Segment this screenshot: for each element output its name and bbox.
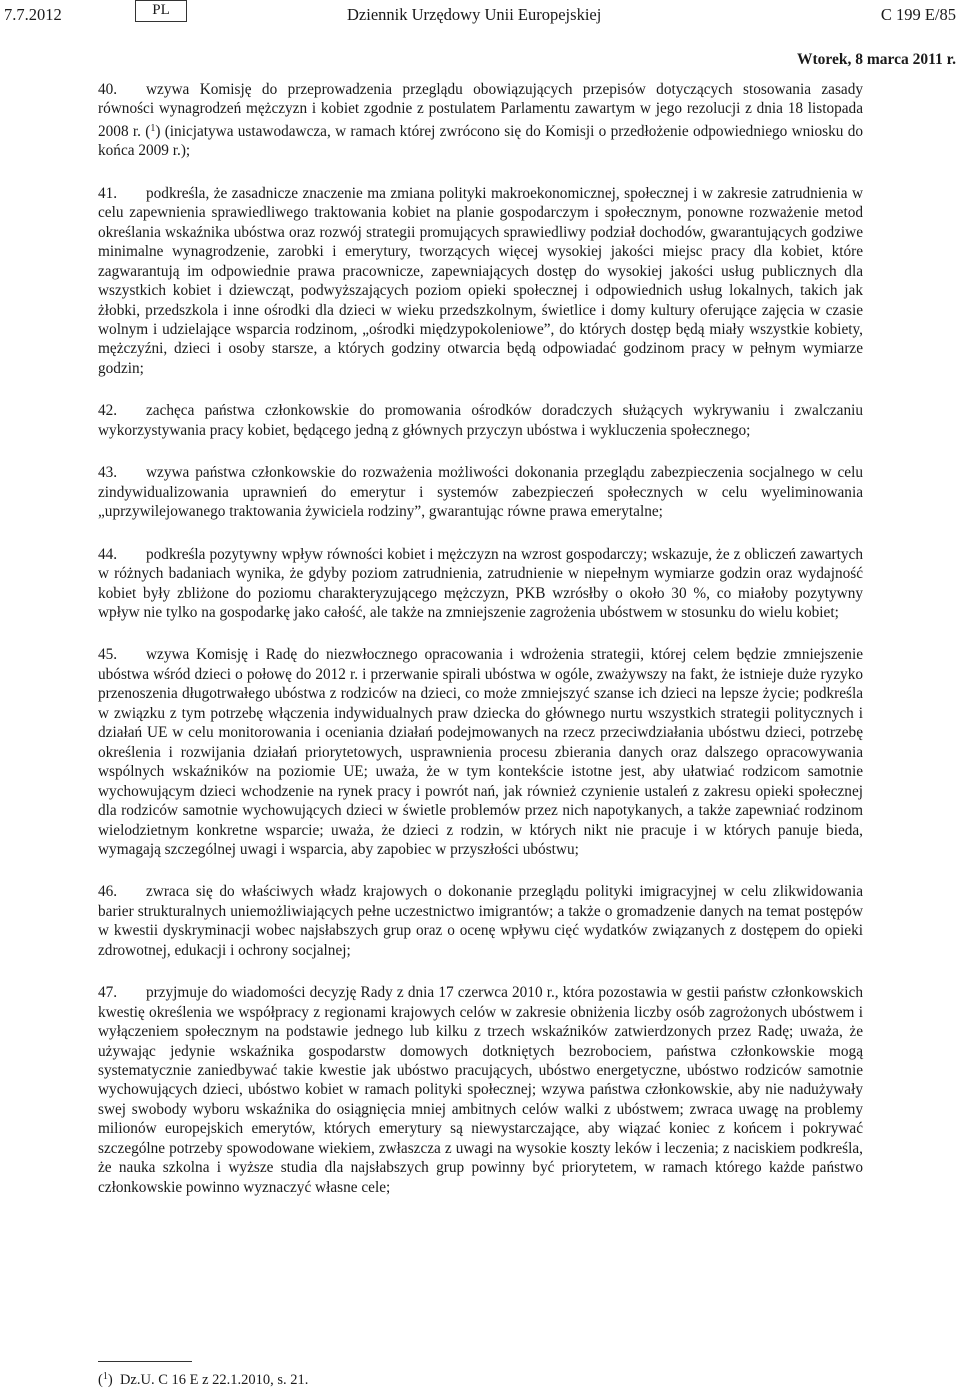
issue-number: C 199 E/85 [880,5,956,24]
sitting-date: Wtorek, 8 marca 2011 r. [796,51,956,68]
journal-header [0,0,960,30]
paragraph-text: zwraca się do właściwych władz krajowych o dokonanie przeglądu polityki imigracyjnej w celu zlikwidowania barier strukturalnych uniemożliwiających pełne uczestnictwo imigrantów; a także o gromadzenie danych na temat postępów w kwestii dyskryminacji wobec najsłabszych grup oraz o ocenę wpływu cięć wydatków związanych z dostępem do opieki zdrowotnej, edukacji i ochrony socjalnej; [98,883,863,959]
paragraph-number: 47. [98,984,118,1002]
paragraph-44 [98,545,863,623]
footnote-text: Dz.U. C 16 E z 22.1.2010, s. 21. [119,1372,309,1388]
paragraph-text: przyjmuje do wiadomości decyzję Rady z dnia 17 czerwca 2010 r., która pozostawia w gestii państw członkowskich kwestię określenia we współpracy z regionami krajowych celów w zakresie obniżenia liczby osób zagrożonych ubóstwem i wyłączeniem społecznym na podstawie jednego lub kilku z trzech wskaźników zatwierdzonych przez Radę; uważa, że używając jedynie wskaźnika gospodarstw domowych dotkniętych bezrobociem, państwa członkowskie mogą systematycznie zaniedbywać takie kwestie jak ubóstwo pracujących, ubóstwo energetyczne, ubóstwo rodziców samotnie wychowujących dzieci, ubóstwo kobiet w ramach polityki społecznej; wzywa państwa członkowskie, aby nie nadużywały swej swobody wyboru wskaźnika do osiągnięcia mniej ambitnych celów walki z ubóstwem; zwraca uwagę na problemy milionów europejskich emerytów, których emerytury są niewystarczające, aby wiązać koniec z końcem i pokrywać szczególne potrzeby spowodowane wiekiem, zwłaszcza z uwagi na wysokie koszty leków i leczenia; z naciskiem podkreśla, że nauka szkolna i wyższe studia dla najsłabszych grup powinny być priorytetem, w ramach którego każde państwo członkowskie powinno wyznaczyć własne cele; [98,984,863,1196]
paragraph-text: podkreśla, że zasadnicze znaczenie ma zmiana polityki makroekonomicznej, społecznej i w zakresie zatrudnienia w celu zapewnienia sprawiedliwego traktowania kobiet na planie gospodarczym i społecznym, ponowne rozważenie metod określania wskaźnika ubóstwa oraz rozwój strategii promujących sprawiedliwy podział dochodów, gwarantujących godziwe minimalne wynagrodzenie, zarobki i emerytury, tworzących więcej wysokiej jakości miejsc pracy dla kobiet, które zagwarantują im odpowiednie prawa pracownicze, zapewniających dostęp do wysokiej jakości usług publicznych dla wszystkich kobiet i dziewcząt, podwyższających poziom opieki społecznej i odpowiednich usług lokalnych, takich jak żłobki, przedszkola i inne ośrodki dla dzieci w wieku przedszkolnym, świetlice i domy kultury oferujące zajęcia w czasie wolnym i udzielające wsparcia rodzinom, „ośrodki międzypokoleniowe”, do których dostęp będą miały wszystkie kobiety, mężczyźni, dzieci i osoby starsze, a których godziny otwarcia będą odpowiadać godzinom pracy w pełnym wymiarze godzin; [98,184,863,377]
paragraph-number: 44. [98,545,118,563]
paragraph-43 [98,463,863,521]
paragraph-45 [98,645,863,859]
document-body [98,80,863,1220]
footnote-divider [98,1361,192,1362]
paragraph-47 [98,983,863,1197]
paragraph-number: 42. [98,402,118,420]
paragraph-text: wzywa państwa członkowskie do rozważenia możliwości dokonania przeglądu zabezpieczenia socjalnego w celu zindywidualizowania uprawnień do emerytur i systemów zabezpieczeń społecznych w celu wyeliminowania „uprzywilejowanego traktowania żywiciela rodziny”, gwarantując równe prawa emerytalne; [98,464,863,521]
paragraph-42 [98,401,863,440]
paragraph-number: 46. [98,883,118,901]
journal-title: Dziennik Urzędowy Unii Europejskiej [347,5,602,24]
paragraph-number: 40. [98,81,118,98]
footnote-marker: 1 [102,1371,108,1382]
paragraph-number: 43. [98,464,118,482]
paragraph-text: wzywa Komisję do przeprowadzenia przeglądu obowiązujących przepisów dotyczących stosowania zasady równości wynagrodzeń mężczyzn i kobiet zgodnie z postulatem Parlamentu zawartym w jego rezolucji z dnia 18 listopada 2008 r. ( [98,81,863,140]
paragraph-number: 45. [98,646,118,664]
paragraph-text: podkreśla pozytywny wpływ równości kobiet i mężczyzn na wzrost gospodarczy; wskazuje, że z obliczeń zawartych w różnych badaniach wynika, że gdyby poziom zatrudnienia, zatrudnienie w niepełnym wymiarze godzin oraz wydajność kobiet były zbliżone do poziomu charakteryzującego mężczyzn, PKB wzrósłby o około 30 %, co miałoby pozytywny wpływ nie tylko na gospodarkę jako całość, ale także na zmniejszenie zagrożenia ubóstwem w stosunku do wielu kobiet; [98,545,863,621]
paragraph-41 [98,184,863,379]
paragraph-40 [98,80,863,161]
paragraph-number: 41. [98,184,118,202]
paragraph-text-continued: ) (inicjatywa ustawodawcza, w ramach której zwrócono się do Komisji o przedłożenie odpowiedniego wniosku do końca 2009 r.); [98,122,863,160]
paragraph-46 [98,882,863,960]
paragraph-text: zachęca państwa członkowskie do promowania ośrodków doradczych służących wykrywaniu i zwalczaniu wykorzystywania pracy kobiet, będącego jedną z głównych przyczyn ubóstwa i wykluczenia społecznego; [98,402,863,439]
language-badge: PL [135,0,187,22]
publication-date: 7.7.2012 [4,5,62,24]
paragraph-text: wzywa Komisję i Radę do niezwłocznego opracowania i wdrożenia strategii, której celem będzie zmniejszenie ubóstwa wśród dzieci o połowę do 2012 r. i przerwanie spirali ubóstwa w ogóle, zważywszy na fakt, że istnieje duże ryzyko przenoszenia długotrwałego ubóstwa z rodziców na dzieci, co może zmniejszyć szanse ich dzieci na lepsze życie; podkreśla w związku z tym potrzebę włączenia indywidualnych praw dziecka do głównego nurtu wszystkich strategii politycznych i działań UE w celu monitorowania i oceniania działań podejmowanych na rzecz przeciwdziałania ubóstwu dzieci, potrzebę określenia i rozwijania działań priorytetowych, usprawnienia procesu zbierania danych oraz dalszego opracowywania wspólnych wskaźników na poziomie UE; uważa, że w tym kontekście istotne jest, aby ułatwiać rodzicom samotnie wychowującym dzieci wchodzenie na rynek pracy i powrót nań, jak również czynienie ustaleń z zakresu opieki społecznej dla rodziców samotnie wychowujących dzieci w świetle problemów przez nich napotykanych, a także zapewniać rodzinom wielodzietnym konkretne wsparcie; uważa, że dzieci z rodzin, w których nikt nie pracuje i w których panuje bieda, wymagają szczególnej uwagi i wsparcia, aby zapobiec w przyszłości ubóstwu; [98,646,863,858]
footnote-reference[interactable]: 1 [150,122,156,134]
footnote: ($^1$) Dz.U. C 16 E z 22.1.2010, s. 21. [98,1371,309,1388]
